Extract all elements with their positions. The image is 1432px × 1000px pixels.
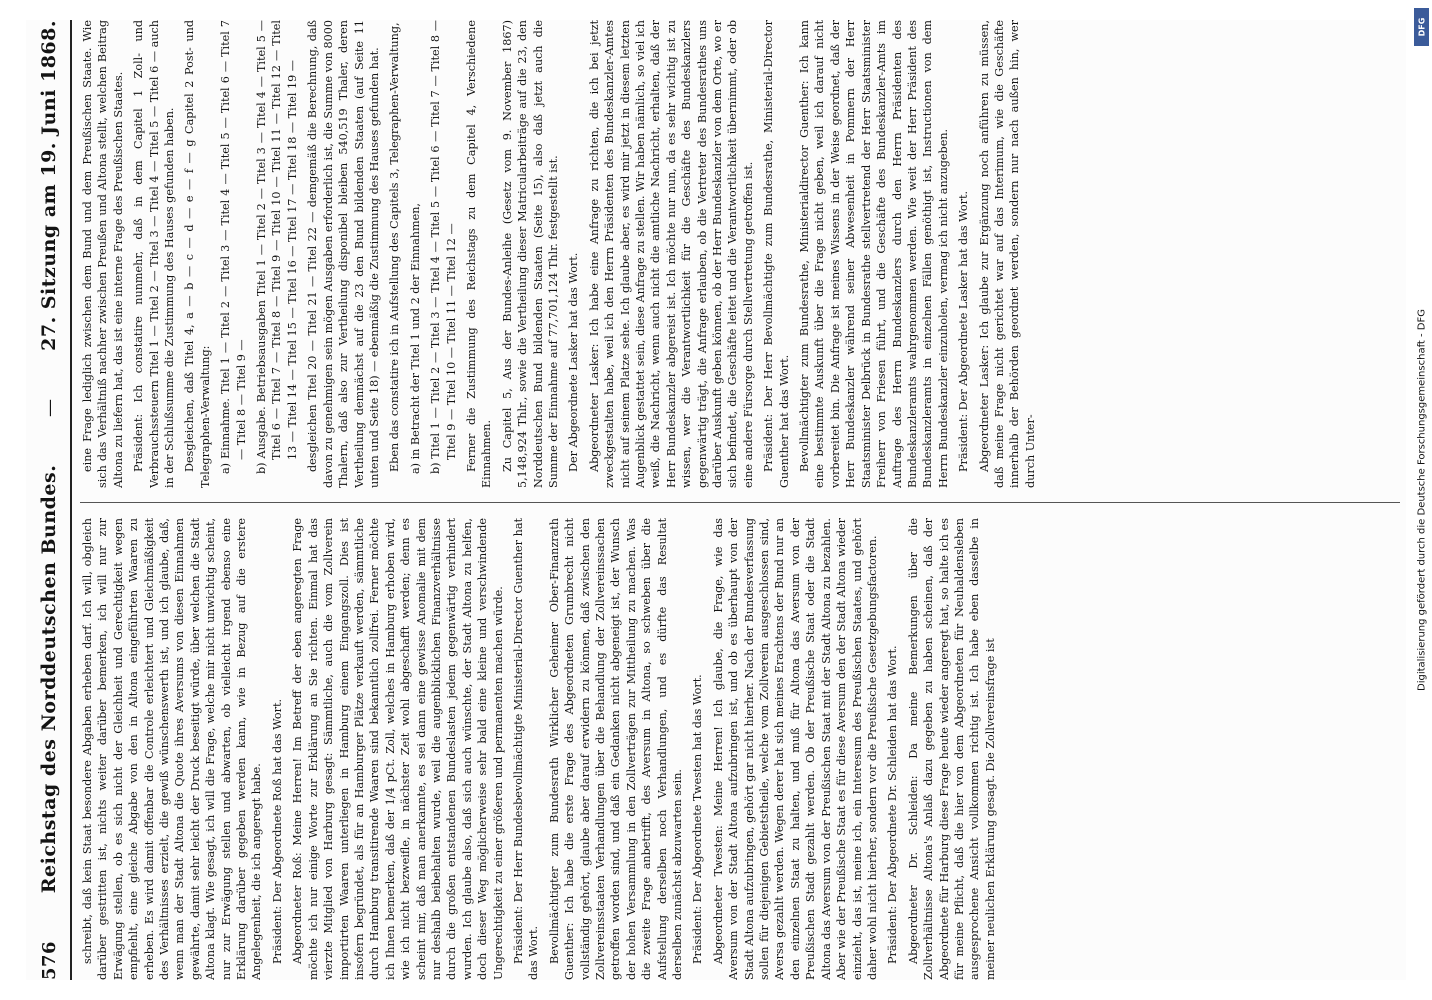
paragraph: Abgeordneter Dr. Schleiden: Da meine Bemerkungen über die Zollverhältnisse Altona's Anlaß dazu gegeben zu haben scheinen, daß der Abgeordnete für Harburg diese Frage heute wieder angeregt hat, so halte ich es für meine Pflicht, daß die hier von dem Abgeordneten für Neuhaldensleben ausgesprochene Ansicht vollkommen richtig ist. Ich habe eben dasselbe in meiner neulichen Erklärung gesagt. Die Zollvereinsfrage ist <box>906 518 997 980</box>
paragraph: Bevollmächtigter zum Bundesrathe, Ministerialdirector Guenther: Ich kann eine bestimmte Auskunft über die Frage nicht geben, weil ich darauf nicht vorbereitet bin. Die Anfrage ist meines Wissens in der Weise geordnet, daß der Herr Bundeskanzler während seiner Abwesenheit in Pommern der Herr Staatsminister Delbrück in Bundesrathe stellvertretend der Herr Staatsminister Freiherr von Friesen führt, und die Geschäfte des Bundeskanzler-Amts im Auftrage des Herrn Bundeskanzlers durch den Herrn Präsidenten des Bundeskanzleramts wahrgenommen werden. Wie weit der Herr Präsident des Bundeskanzleramts in einzelnen Fällen genöthigt ist, Instructionen von dem Herrn Bundeskanzler einzuholen, vermag ich nicht anzugeben. <box>798 20 950 488</box>
credit-text: Digitalisierung gefördert durch die Deutsche Forschungsgemeinschaft - DFG <box>1416 308 1428 692</box>
left-column <box>80 518 1400 980</box>
paragraph: Präsident: Ich constatire nunmehr, daß in dem Capitel 1 Zoll- und Verbrauchssteuern Titel 1 — Titel 2 — Titel 3 — Titel 4 — Titel 5 — Titel 6 — auch in der Schlußsumme die Zustimmung des Hauses gefunden haben. <box>132 20 177 488</box>
paragraph: a) Einnahme. Titel 1 — Titel 2 — Titel 3 — Titel 4 — Titel 5 — Titel 6 — Titel 7 — Titel 8 — Titel 9 — <box>219 20 248 474</box>
paragraph: Präsident: Der Abgeordnete Twesten hat das Wort. <box>691 674 705 964</box>
paragraph: Präsident: Der Abgeordnete Lasker hat das Wort. <box>957 190 971 472</box>
page-header <box>32 20 66 980</box>
paragraph: eine Frage lediglich zwischen dem Bund und dem Preußischen Staate. Wie sich das Verhältniß nachher zwischen Preußen und Altona stellt, welchen Beitrag Altona zu liefern hat, das ist eine interne Frage des Preußischen Staates. <box>81 20 125 488</box>
paragraph: Abgeordneter Lasker: Ich habe eine Anfrage zu richten, die ich bei jetzt zweckgestalten habe, weil ich den Herrn Präsidenten des Bundeskanzler-Amtes nicht auf seinem Platze sehe. Ich glaube aber, es wird mir jetzt in diesem letzten Augenblick gestattet sein, diese Anfrage zu stellen. Wir haben nämlich, so viel ich weiß, die Nachricht, wenn auch nicht die amtliche Nachricht, erhalten, daß der Herr Bundeskanzler abgereist ist. Ich möchte nur nun, da es sehr wichtig ist zu wissen, wer die Verantwortlichkeit für die Geschäfte des Bundeskanzlers gegenwärtig trägt, die Anfrage erlauben, ob die Vertreter des Bundesrathes uns darüber Auskunft geben können, ob der Herr Bundeskanzler von dem Orte, wo er sich befindet, die Geschäfte leitet und die Verantwortlichkeit übernimmt, oder ob eine andere Fürsorge durch Stellvertretung getroffen ist. <box>587 20 755 488</box>
header-title-left: Reichstag des Norddeutschen Bundes. <box>38 464 60 894</box>
paragraph: Präsident: Der Abgeordnete Roß hat das Wort. <box>270 698 284 964</box>
digitization-credit <box>1412 0 1432 1000</box>
column-divider <box>80 502 1400 503</box>
paragraph: a) in Betracht der Titel 1 und 2 der Einnahmen, <box>408 203 422 474</box>
page-number: 576 <box>38 940 60 980</box>
paragraph: Ferner die Zustimmung des Reichstags zu dem Capitel 4, Verschiedene Einnahmen. <box>464 20 494 488</box>
paragraph: Abgeordneter Lasker: Ich glaube zur Ergänzung noch anführen zu müssen, daß meine Frage nicht gerichtet war auf das Interimum, wie die Geschäfte innerhalb der Behörden geordnet werden, sondern nur nach außen hin, wer durch Unter- <box>977 20 1037 488</box>
paragraph: b) Titel 1 — Titel 2 — Titel 3 — Titel 4 — Titel 5 — Titel 6 — Titel 7 — Titel 8 — Titel 9 — Titel 10 — Titel 11 — Titel 12 — <box>429 20 458 474</box>
paragraph: b) Ausgabe. Betriebsausgaben Titel 1 — Titel 2 — Titel 3 — Titel 4 — Titel 5 — Titel 6 — Titel 7 — Titel 8 — Titel 9 — Titel 10 — Titel 11 — Titel 12 — Titel 13 — Titel 14 — Titel 15 — Titel 16 — Titel 17 — Titel 18 — Titel 19 — <box>255 20 299 474</box>
paragraph: Abgeordneter Twesten: Meine Herren! Ich glaube, die Frage, wie das Aversum von der Stadt Altona aufzubringen ist, und ob es überhaupt von der Stadt Altona aufzubringen, gehört gar nicht hierher. Nach der Bundesverfassung sollen für diejenigen Gebietstheile, welche vom Zollverein ausgeschlossen sind, Aversa gezahlt werden. Wegen derer hat sich meines Erachtens der Bund nur an den einzelnen Staat zu halten, und muß für Altona das Aversum von der Preußischen Stadt gezahlt werden. Ob der Preußische Staat oder die Stadt Altona das Aversum von der Preußischen Staat mit der Stadt Altona zu bezahlen. Aber wie der Preußische Staat es für diese Aversum den der Stadt Altona wieder einzieht, das ist, meine ich, ein Interesum des Preußischen Staates, und gehört daher wohl nicht hierher, sondern vor die Preußische Gesetzgebungsfactoren. <box>711 518 879 980</box>
paragraph: Präsident: Der Abgeordnete Dr. Schleiden hat das Wort. <box>886 645 900 964</box>
header-title-right: 27. Sitzung am 19. Juni 1868. <box>38 20 60 351</box>
paragraph: Präsident: Der Herr Bevollmächtigte zum Bundesrathe, Ministerial-Director Guenther hat das Wort. <box>762 20 791 488</box>
right-column <box>80 20 1400 488</box>
paragraph: Zu Capitel 5, Aus der Bundes-Anleihe (Gesetz vom 9. November 1867) 5,148,924 Thlr., sowie die Vertheilung dieser Matricularbeiträge auf die 23, den Norddeutschen Bund bildenden Staaten (Seite 15), also daß jetzt auch die Summe der Einnahme auf 77,701,124 Thlr. festgestellt ist. <box>500 20 560 488</box>
dfg-logo: DFG <box>1414 8 1429 46</box>
newspaper-page <box>26 20 1406 980</box>
paragraph: Bevollmächtigter zum Bundesrath Wirklicher Geheimer Ober-Finanzrath Guenther: Ich habe die erste Frage des Abgeordneten Grumbrecht nicht vollständig gehört, glaube aber darauf erwidern zu können, daß zwischen den Zollvereinsstaaten Verhandlungen über die Behandlung der Zollvereinssachen getroffen worden sind, und daß ein Gedanken nicht abgeneigt ist, der Wunsch der hohen Versammlung in den Zollverträgen zur Mittheilung zu machen. Was die zweite Frage anbetrifft, des Aversum in Altona, so schweben über die Aufstellung derselben noch Verhandlungen, und es dürfte das Resultat derselben zunächst abzuwarten sein. <box>547 518 685 980</box>
paragraph: Der Abgeordnete Lasker hat das Wort. <box>567 252 581 472</box>
header-rule <box>70 20 72 980</box>
paragraph: Abgeordneter Roß: Meine Herren! Im Betreff der eben angeregten Frage möchte ich nur einige Worte zur Erklärung an Sie richten. Einmal hat das vierzte Mitglied von Harburg gesagt: Sämmtliche, auch die vom Zollverein importirten Waaren unterliegen in Hamburg einem Eingangszoll. Dies ist insofern begründet, als für an Hamburger Plätze verkauft werden, sämmtliche durch Hamburg transitirende Waaren sind bekanntlich zollfrei. Ferner möchte ich Ihnen bemerken, daß der 1/4 pCt. Zoll, welches in Hamburg erhoben wird, wie ich nicht bezweifle, in nächster Zeit wohl abgeschafft werden; denn es scheint mir, daß man anerkannte, es sei dann eine gewisse Anomalie mit dem nur deshalb beibehalten wurde, weil die augenblicklichen Finanzverhältnisse durch die großen entstandenen Bundeslasten jedem gegenwärtig verhindert wurden. Ich glaube also, daß sich auch wünschte, der Stadt Altona zu helfen, doch dieser Weg möglicherweise sehr bald eine kleine und verschwindende Ungerechtigkeit zu einer größeren und permanenten machen würde. <box>291 518 505 980</box>
paragraph: desgleichen Titel 20 — Titel 21 — Titel 22 — demgemäß die Berechnung, daß davon zu genehmigen sein mögen Ausgaben erforderlich ist, die Summe von 8000 Thalern, daß also zur Vertheilung disponibel bleiben 540,519 Thaler, deren Vertheilung demnächst auf die 23 den Bund bildenden Staaten (auf Seite 11 unten und Seite 18) — ebenmäßig die Zustimmung des Hauses gefunden hat. <box>306 20 381 488</box>
paragraph: Desgleichen, daß Titel 4, a — b — c — d — e — f — g Capitel 2 Post- und Telegraphen-Verwaltung: <box>183 20 212 488</box>
paragraph: Eben das constatire ich in Aufstellung des Capitels 3, Telegraphen-Verwaltung, <box>388 22 402 472</box>
header-separator: — <box>38 398 60 418</box>
paragraph: schreibt, daß kein Staat besondere Abgaben erheben darf. Ich will, obgleich darüber gestritten ist, nichts weiter darüber bemerken, ich will nur zur Erwägung stellen, ob es sich nicht der Gleichheit und Gerechtigkeit wegen empfiehlt, eine gleiche Abgabe von den in Altona eingeführten Waaren zu erheben. Es wird damit offenbar die Controle erleichtert und Gleichmäßigkeit des Verhältnisses erzielt, die gewiß wünschenswerth ist, und ich glaube, daß, wenn man der Stadt Altona die Quote ihres Aversums von diesen Einnahmen gewährte, damit sehr leicht der Druck beseitigt würde, über welchen die Stadt Altona klagt. Wie gesagt, ich will die Frage, welche mir nicht unwichtig scheint, nur zur Erwägung stellen und abwarten, ob vielleicht irgend ebenso eine Erklärung darüber gegeben werden kann, wie in Bezug auf die erstere Angelegenheit, die ich angeregt habe. <box>81 518 264 980</box>
paragraph: Präsident: Der Herr Bundesbevollmächtigte Ministerial-Director Guenther hat das Wort. <box>511 518 541 980</box>
